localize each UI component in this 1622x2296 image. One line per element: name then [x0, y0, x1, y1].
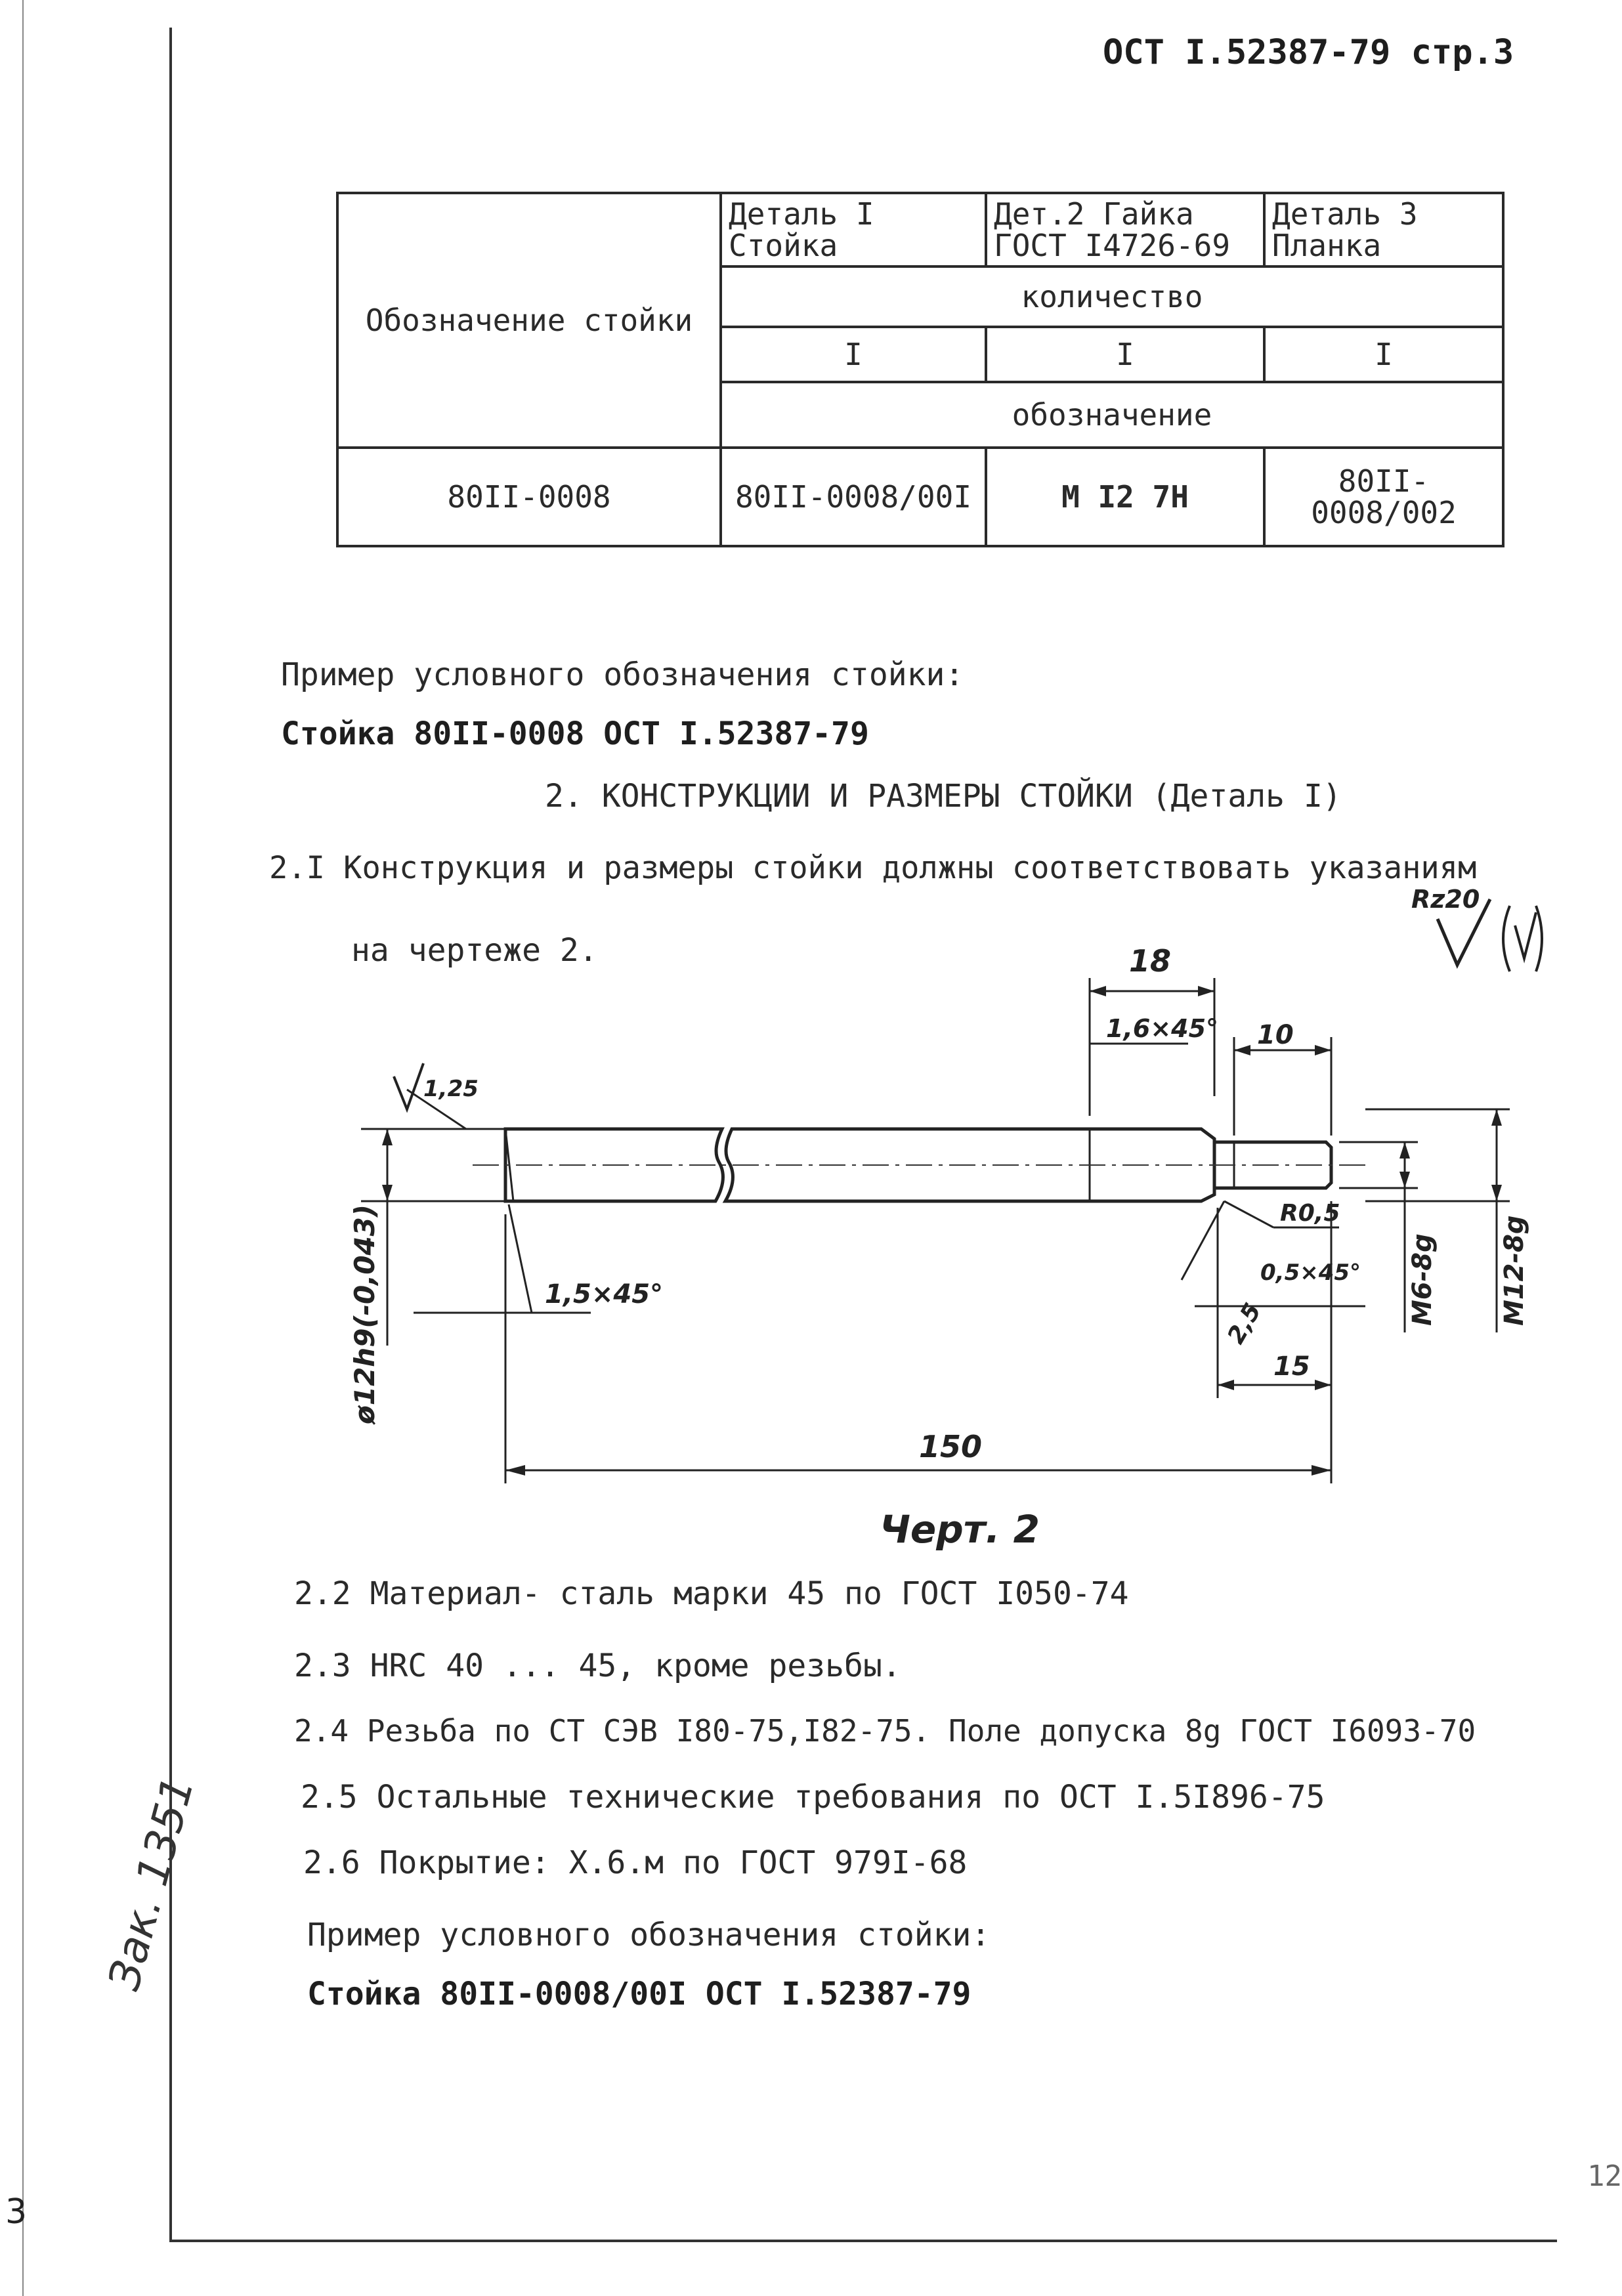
col-detail-1: Деталь I Стойка [721, 193, 986, 266]
radius-r05: R0,5 [1280, 1200, 1340, 1227]
designation-1: 80II-0008/00I [721, 448, 986, 546]
roughness-label: Rz20 [1411, 885, 1480, 914]
chamfer-1-6: 1,6×45° [1106, 1014, 1219, 1043]
section-heading: 2. КОНСТРУКЦИИ И РАЗМЕРЫ СТОЙКИ (Деталь I) [545, 778, 1342, 815]
example2-value: Стойка 80II-0008/00I ОСТ I.52387-79 [307, 1976, 971, 2012]
paragraph-2-2: 2.2 Материал- сталь марки 45 по ГОСТ I050-74 [294, 1575, 1129, 1612]
dim-10: 10 [1257, 1020, 1294, 1050]
chamfer-0-5: 0,5×45° [1260, 1260, 1361, 1286]
dim-150: 150 [919, 1429, 983, 1464]
order-number-handwritten: Зак. 1351 [98, 1771, 204, 1995]
chamfer-1-5: 1,5×45° [545, 1279, 664, 1309]
quantity-label: количество [721, 266, 1503, 327]
part-drawing [341, 939, 1556, 1569]
designation-2: M I2 7H [986, 448, 1264, 546]
spec-table [336, 192, 1505, 547]
document-header: ОСТ I.52387-79 стр.3 [1103, 33, 1514, 72]
row-value: 80II-0008 [337, 448, 721, 546]
col-detail-3: Деталь 3 Планка [1264, 193, 1503, 266]
left-margin-number: 3 [5, 2192, 28, 2232]
dim-18: 18 [1129, 943, 1172, 979]
paragraph-2-1: 2.I Конструкция и размеры стойки должны соответствовать указаниям [269, 850, 1477, 886]
diameter-label: ø12h9(-0,043) [349, 1204, 381, 1424]
designation-3: 80II-0008/002 [1264, 448, 1503, 546]
paragraph-2-6: 2.6 Покрытие: Х.6.м по ГОСТ 979I-68 [303, 1844, 968, 1881]
designation-label: обозначение [721, 382, 1503, 448]
thread-m12: M12-8g [1499, 1215, 1529, 1326]
paragraph-2-4: 2.4 Резьба по СТ СЭВ I80-75,I82-75. Поле допуска 8g ГОСТ I6093-70 [294, 1713, 1476, 1749]
right-margin-number: 12 [1587, 2159, 1622, 2193]
page-edge [22, 0, 24, 2296]
quantity-3: I [1264, 327, 1503, 382]
dim-15: 15 [1273, 1351, 1310, 1382]
roughness-1-25: 1,25 [423, 1076, 479, 1102]
paragraph-2-3: 2.3 HRC 40 ... 45, кроме резьбы. [294, 1648, 901, 1684]
example2-label: Пример условного обозначения стойки: [307, 1917, 991, 1953]
dim-2-5: 2,5 [1222, 1298, 1267, 1349]
example1-value: Стойка 80II-0008 ОСТ I.52387-79 [281, 715, 869, 752]
col-detail-2: Дет.2 Гайка ГОСТ I4726-69 [986, 193, 1264, 266]
drawing-caption: Черт. 2 [880, 1507, 1040, 1552]
row-header-cell: Обозначение стойки [337, 193, 721, 448]
paragraph-2-1-cont: на чертеже 2. [351, 932, 598, 969]
thread-m6: M6-8g [1407, 1233, 1438, 1326]
quantity-2: I [986, 327, 1264, 382]
quantity-1: I [721, 327, 986, 382]
example1-label: Пример условного обозначения стойки: [281, 656, 964, 693]
paragraph-2-5: 2.5 Остальные технические требования по ОСТ I.5I896-75 [301, 1779, 1325, 1816]
